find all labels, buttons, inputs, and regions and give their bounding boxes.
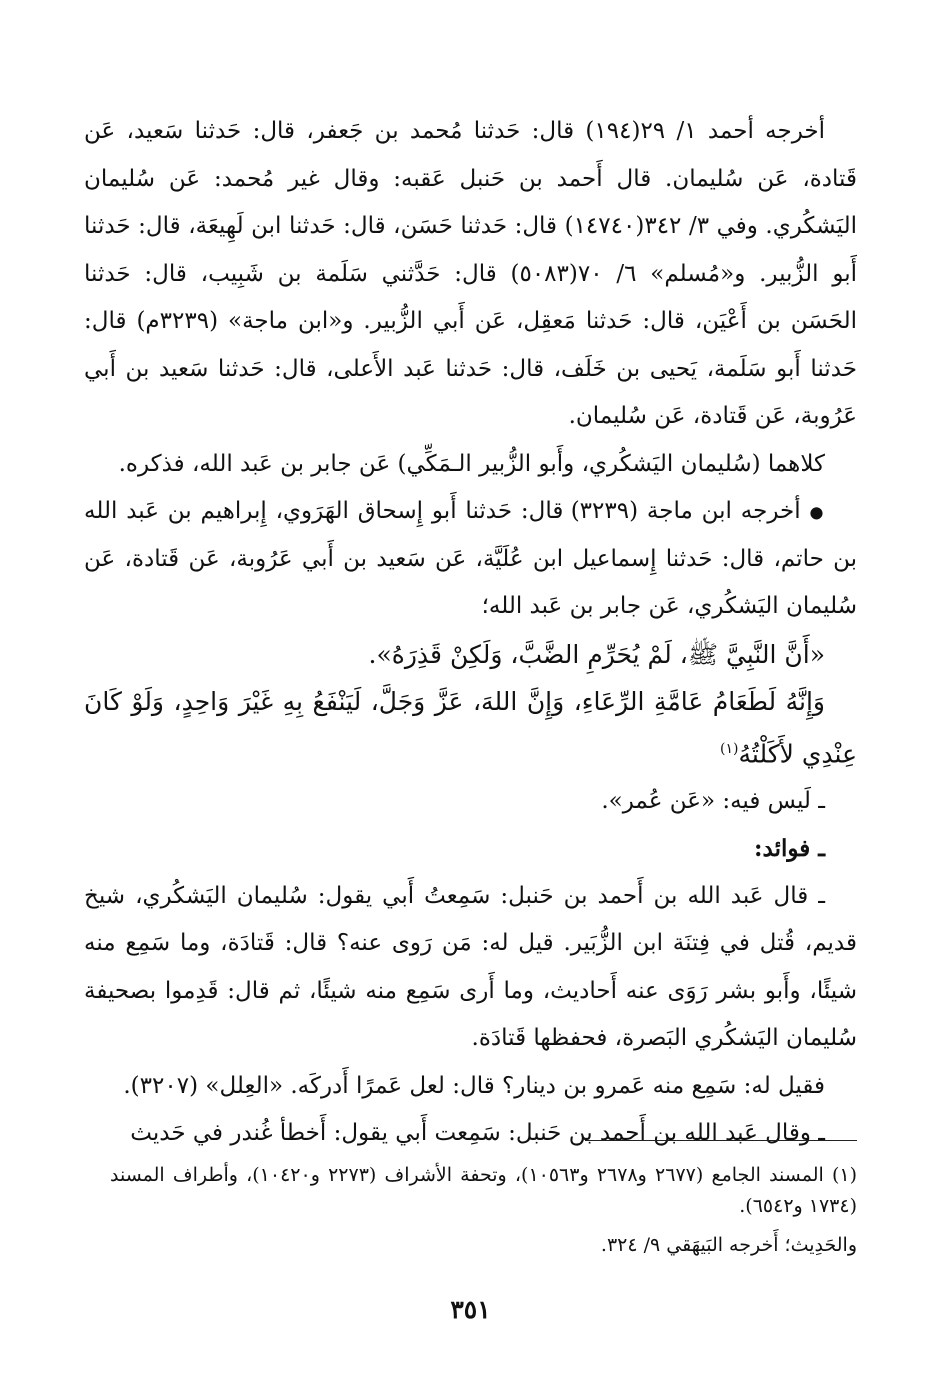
fawaid-heading: ـ فوائد: xyxy=(754,835,825,863)
hadith-text-1: «أَنَّ النَّبِيَّ ﷺ، لَمْ يُحَرِّمِ الضَّبَّ، وَلَكِنْ قَذِرَهُ». xyxy=(368,639,825,669)
paragraph-takhrij-ahmad: أخرجه أحمد ١/ ٢٩(١٩٤) قال: حَدثنا مُحمد بن جَعفر، قال: حَدثنا سَعيد، عَن قَتادة، عَن سُليمان. قال أَحمد بن حَنبل عَقبه: وقال غير مُحمد: عَن سُليمان اليَشكُري. وفي ٣/ ٣٤٢(١٤٧٤٠) قال: حَدثنا حَسَن، قال: حَدثنا ابن لَهِيعَة، قال: حَدثنا أَبو الزُّبير. و«مُسلم» ٦/ ٧٠(٥٠٨٣) قال: حَدَّثني سَلَمة بن شَبِيب، قال: حَدثنا الحَسَن بن أَعْيَن، قال: حَدثنا مَعقِل، عَن أَبي الزُّبير. و«ابن ماجة» (٣٢٣٩م) قال: حَدثنا أَبو سَلَمة، يَحيى بن خَلَف، قال: حَدثنا عَبد الأَعلى، قال: حَدثنا سَعيد بن أَبي عَرُوبة، عَن قَتادة، عَن سُليمان. xyxy=(84,118,857,429)
paragraph-fawaid-1: ـ قال عَبد الله بن أَحمد بن حَنبل: سَمِعتُ أَبي يقول: سُليمان اليَشكُري، شيخ قديم، قُتل في فِتنَة ابن الزُّبَير. قيل له: مَن رَوى عنه؟ قال: قَتادَة، وما سَمِع منه شيئًا، وأَبو بشر رَوَى عنه أَحاديث، وما أَرى سَمِع منه شيئًا، ثم قال: قَدِموا بصحيفة سُليمان اليَشكُري البَصرة، فحفظها قَتادَة. xyxy=(84,882,857,1052)
footnote-1: (١) المسند الجامع (٢٦٧٧ و٢٦٧٨ و١٠٥٦٣)، وتحفة الأشراف (٢٢٧٣ و١٠٤٢٠)، وأطراف المسند (١٧٣٤ و٦٥٤٢). xyxy=(110,1164,858,1217)
hadith-text-2-body: وَإِنَّهُ لَطَعَامُ عَامَّةِ الرِّعَاءِ، وَإِنَّ اللهَ، عَزَّ وَجَلَّ، لَيَنْفَعُ بِهِ غَيْرَ وَاحِدٍ، وَلَوْ كَانَ عِنْدِي لأَكَلْتُهُ xyxy=(84,687,857,769)
hadith-text-2 xyxy=(84,678,857,777)
footnote-1-continuation: والحَدِيث؛ أَخرجه البَيهَقي ٩/ ٣٢٤. xyxy=(600,1234,857,1256)
paragraph-fawaid-2: فقيل له: سَمِع منه عَمرو بن دينار؟ قال: لعل عَمرًا أَدركَه. «العِلل» (٣٢٠٧). xyxy=(123,1072,825,1099)
footnote-divider xyxy=(585,1140,857,1141)
bullet-icon: ● xyxy=(809,502,825,522)
footnotes xyxy=(110,1160,857,1261)
paragraph-summary: كلاهما (سُليمان اليَشكُري، وأَبو الزُّبير الـمَكِّي) عَن جابر بن عَبد الله، فذكره. xyxy=(118,450,825,477)
paragraph-takhrij-ibn-majah xyxy=(84,488,857,631)
main-text xyxy=(84,108,857,1158)
footnote-reference: (١) xyxy=(720,740,739,757)
page-number: ٣٥١ xyxy=(450,1295,491,1324)
note-absent: ـ لَيس فيه: «عَن عُمر». xyxy=(601,787,825,814)
paragraph-takhrij-ibn-majah-text: أخرجه ابن ماجة (٣٢٣٩) قال: حَدثنا أَبو إِسحاق الهَرَوي، إِبراهيم بن عَبد الله بن حاتم، قال: حَدثنا إِسماعيل ابن عُلَيَّة، عَن سَعيد بن أَبي عَرُوبة، عَن قَتادة، عَن سُليمان اليَشكُري، عَن جابر بن عَبد الله؛ xyxy=(84,498,857,620)
paragraph-fawaid-3: ـ وقال عَبد الله بن أَحمد بن حَنبل: سَمِعت أَبي يقول: أَخطأ غُندر في حَديث xyxy=(130,1120,825,1147)
